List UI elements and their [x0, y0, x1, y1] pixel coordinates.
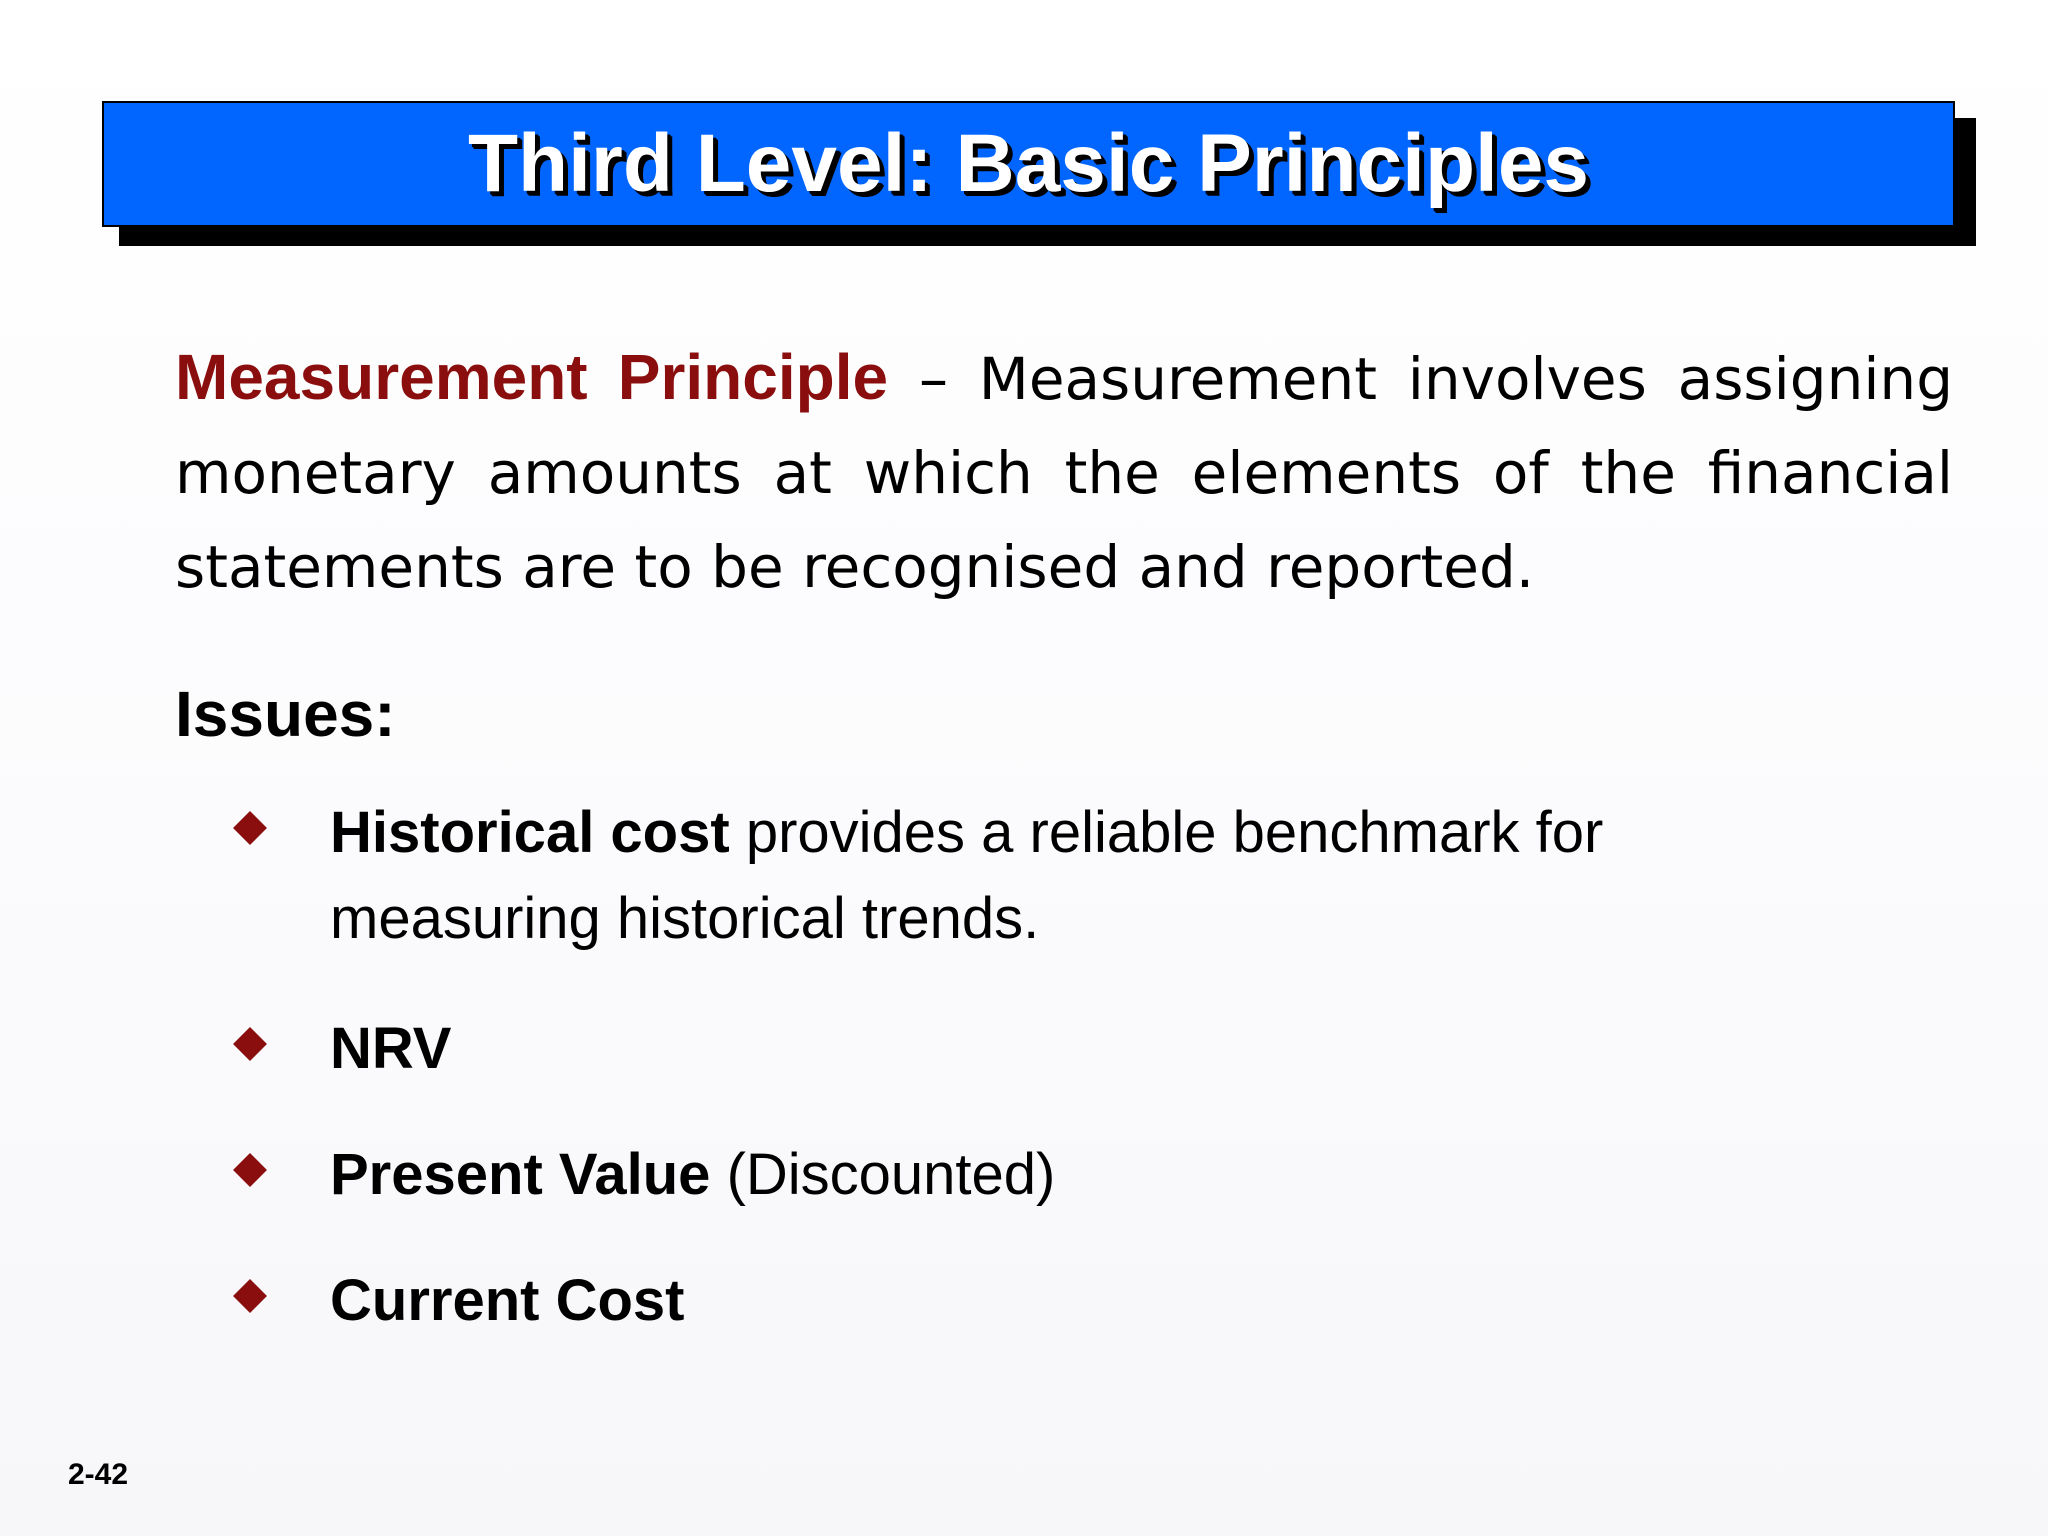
list-item-bold: NRV	[330, 1016, 452, 1081]
list-item-bold: Present Value	[330, 1142, 711, 1207]
list-item-text: (Discounted)	[726, 1142, 1056, 1207]
diamond-bullet-icon	[233, 811, 267, 845]
title-bar	[102, 101, 1955, 227]
definition-term: Measurement Principle	[175, 341, 889, 413]
list-item	[228, 1258, 1828, 1344]
list-item	[228, 1132, 1828, 1218]
diamond-bullet-icon	[233, 1027, 267, 1061]
definition-separator: –	[918, 345, 948, 413]
list-item	[228, 1006, 1828, 1092]
definition-paragraph	[175, 330, 1953, 614]
diamond-bullet-icon	[233, 1153, 267, 1187]
diamond-bullet-icon	[233, 1279, 267, 1313]
issues-list	[228, 790, 1828, 1344]
issues-heading: Issues:	[175, 678, 396, 750]
list-item-bold: Historical cost	[330, 800, 730, 865]
list-item	[228, 790, 1828, 962]
slide-title: Third Level: Basic Principles	[467, 118, 1590, 209]
slide-number: 2-42	[68, 1458, 129, 1491]
list-item-bold: Current Cost	[330, 1268, 685, 1333]
definition-text: Measurement involves assigning monetary amounts at which the elements of the financial statements are to be recognised and reported.	[175, 345, 1954, 601]
list-item-text: provides a reliable benchmark for measuring historical trends.	[330, 800, 1604, 951]
